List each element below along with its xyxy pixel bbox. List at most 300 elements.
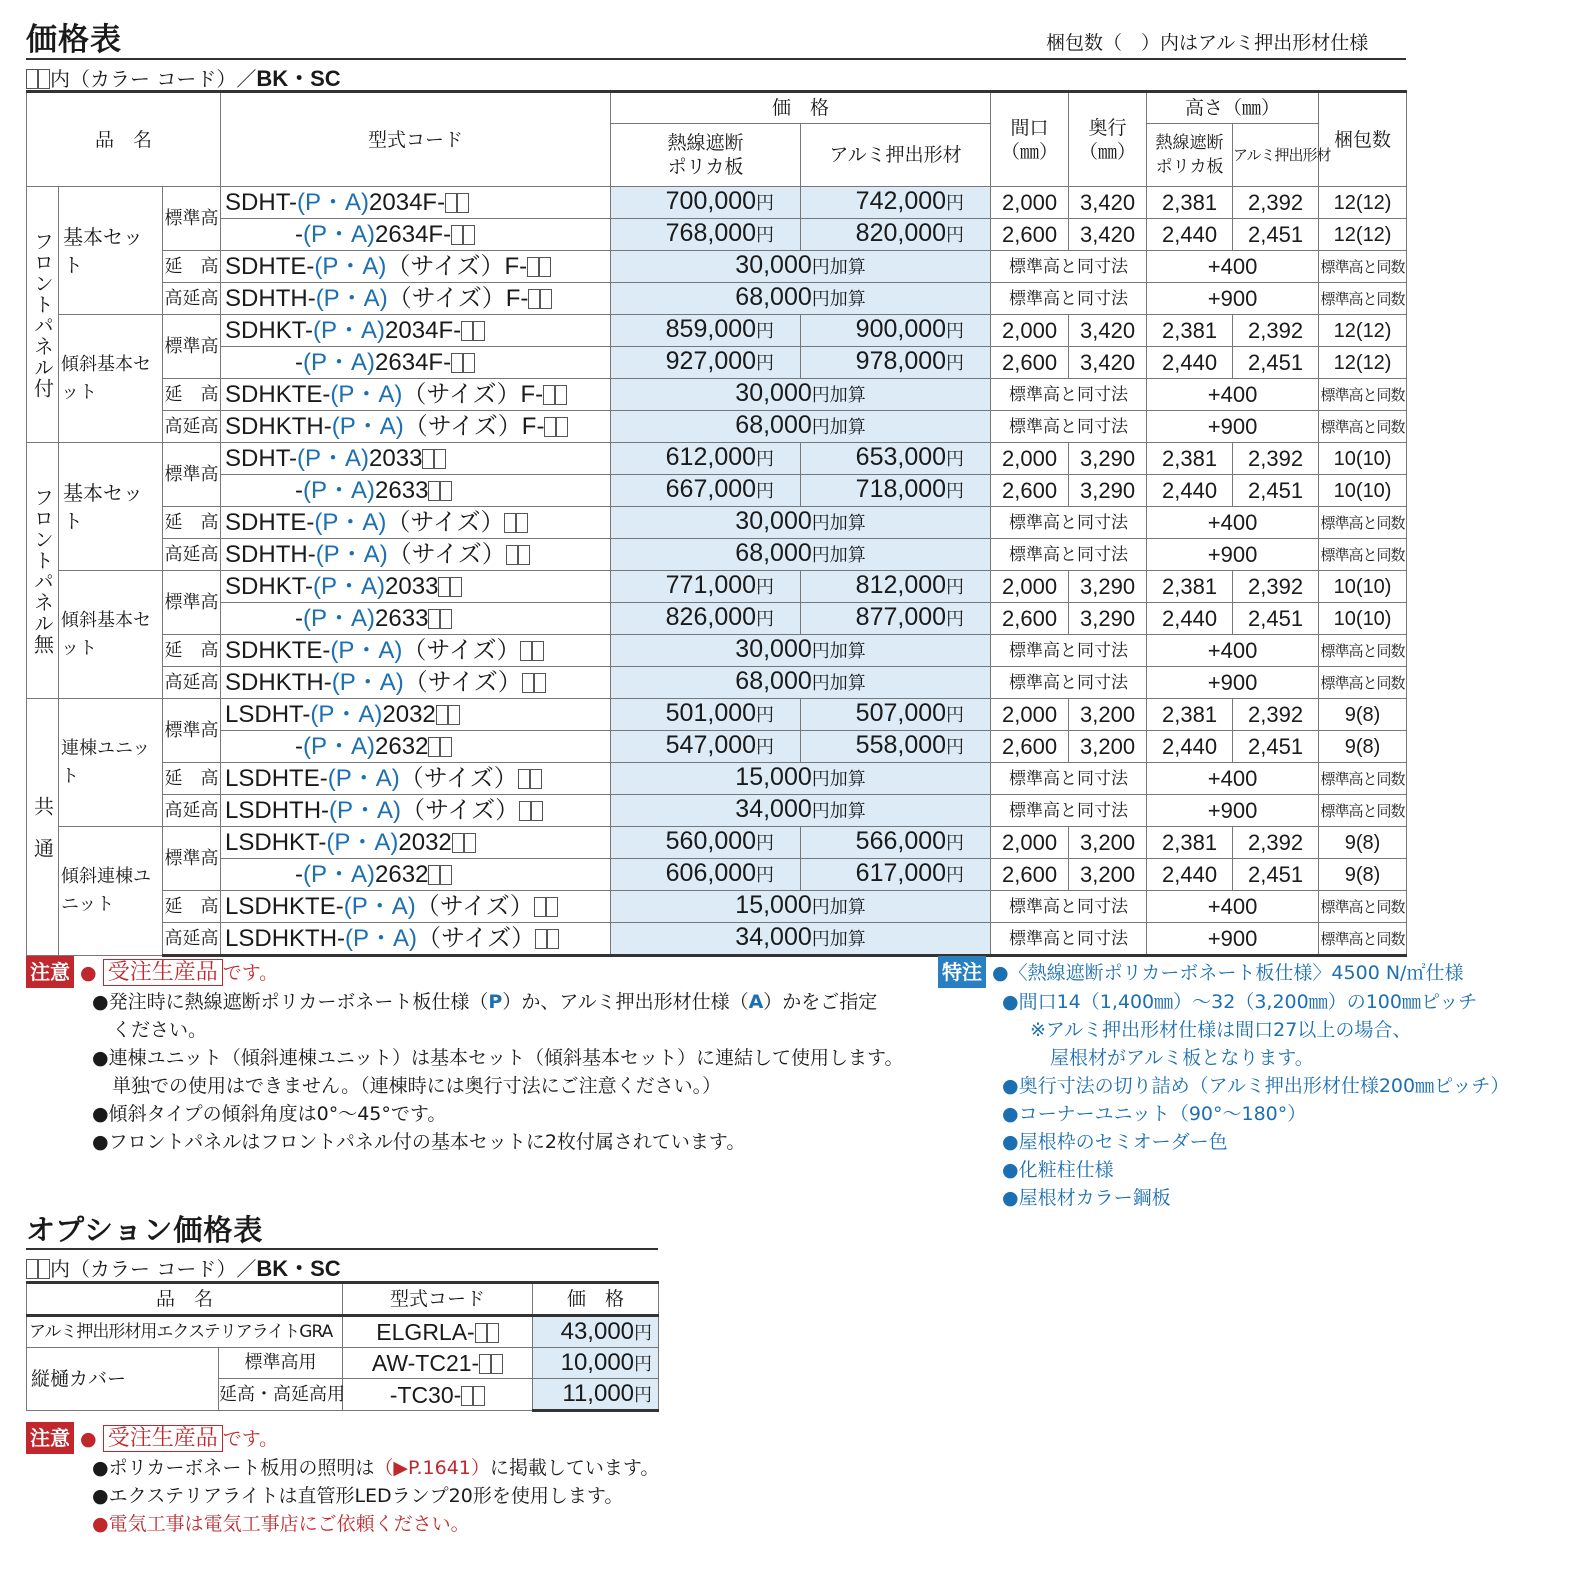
price-poly: 771,000円: [611, 571, 801, 603]
size-note: 標準高と同寸法: [991, 379, 1147, 411]
color-code-box-icon: [451, 353, 463, 373]
group-label: フロントパネル無: [27, 443, 59, 699]
model-code: LSDHKTE-(P・A)（サイズ）: [221, 891, 611, 923]
option-name: 縦樋カバー: [27, 1348, 219, 1411]
bullet-icon: ●: [80, 1428, 97, 1450]
col-height-poly: 熱線遮断 ポリカ板: [1147, 124, 1233, 187]
color-code-box-icon: [544, 417, 556, 437]
height-addition: +400: [1147, 507, 1319, 539]
special-item: ●屋根材カラー鋼板: [1002, 1187, 1171, 1209]
width-value: 2,000: [991, 315, 1069, 347]
width-value: 2,000: [991, 571, 1069, 603]
model-code: -(P・A)2634F-: [221, 219, 611, 251]
model-code: LSDHKT-(P・A)2032: [221, 827, 611, 859]
color-code-box-icon: [518, 545, 530, 565]
height-addition: +900: [1147, 283, 1319, 315]
price-poly: 927,000円: [611, 347, 801, 379]
col-height-alumi: アルミ押出形材: [1233, 124, 1319, 187]
height-type: 高延高: [163, 795, 221, 827]
model-code: -(P・A)2632: [221, 731, 611, 763]
width-value: 2,600: [991, 219, 1069, 251]
group-label: フロントパネル付: [27, 187, 59, 443]
packing-count: 標準高と同数: [1319, 635, 1407, 667]
note-line: ●ポリカーボネート板用の照明は（▶P.1641）に掲載しています。: [92, 1457, 660, 1479]
option-code: AW-TC21-: [343, 1348, 533, 1379]
model-code: SDHTE-(P・A)（サイズ）: [221, 507, 611, 539]
depth-value: 3,200: [1069, 859, 1147, 891]
note-line: ●発注時に熱線遮断ポリカーボネート板仕様（P）か、アルミ押出形材仕様（A）かをご指定: [92, 991, 878, 1013]
table-row: [27, 571, 1407, 603]
packing-count: 9(8): [1319, 731, 1407, 763]
color-code-box-icon: [440, 609, 452, 629]
packing-count: 標準高と同数: [1319, 379, 1407, 411]
table-row: [27, 667, 1407, 699]
price-addition: 34,000円加算: [611, 923, 991, 956]
color-code-box-icon: [516, 513, 528, 533]
price-poly: 700,000円: [611, 187, 801, 219]
height-alumi-value: 2,392: [1233, 187, 1319, 219]
price-addition: 68,000円加算: [611, 283, 991, 315]
color-code-box-icon: [445, 193, 457, 213]
color-code-box-icon: [434, 449, 446, 469]
packing-count: 標準高と同数: [1319, 795, 1407, 827]
col-packing: 梱包数: [1319, 92, 1407, 187]
packing-count: 標準高と同数: [1319, 923, 1407, 956]
color-code-box-icon: [539, 257, 551, 277]
note-line: ●連棟ユニット（傾斜連棟ユニット）は基本セット（傾斜基本セット）に連結して使用します。: [92, 1047, 904, 1069]
packing-count: 12(12): [1319, 315, 1407, 347]
note-line: ください。: [112, 1019, 208, 1041]
col-width: 間口 （㎜）: [991, 92, 1069, 187]
depth-value: 3,290: [1069, 603, 1147, 635]
height-type: 標準高: [163, 571, 221, 635]
color-code-box-icon: [528, 289, 540, 309]
size-note: 標準高と同寸法: [991, 667, 1147, 699]
size-note: 標準高と同寸法: [991, 539, 1147, 571]
color-code-box-icon: [504, 513, 516, 533]
title-rule: [26, 58, 1406, 60]
color-code-box-icon: [464, 833, 476, 853]
col-height: 高さ（㎜）: [1147, 92, 1319, 124]
packing-count: 9(8): [1319, 699, 1407, 731]
size-note: 標準高と同寸法: [991, 251, 1147, 283]
packing-count: 10(10): [1319, 475, 1407, 507]
color-code-box-icon: [450, 577, 462, 597]
col-depth: 奥行 （㎜）: [1069, 92, 1147, 187]
color-code-box-icon: [452, 833, 464, 853]
color-code-box-icon: [422, 449, 434, 469]
price-poly: 547,000円: [611, 731, 801, 763]
model-code: SDHTH-(P・A)（サイズ）: [221, 539, 611, 571]
note-badge: 注意: [26, 1422, 74, 1454]
color-code-box-icon: [556, 417, 568, 437]
height-alumi-value: 2,451: [1233, 603, 1319, 635]
width-value: 2,000: [991, 827, 1069, 859]
color-code-box-icon: [520, 641, 532, 661]
special-badge: 特注: [938, 956, 986, 988]
packing-count: 9(8): [1319, 827, 1407, 859]
option-price: 11,000円: [533, 1379, 659, 1411]
height-type: 高延高: [163, 667, 221, 699]
height-poly-value: 2,381: [1147, 571, 1233, 603]
height-type: 延 高: [163, 251, 221, 283]
depth-value: 3,200: [1069, 827, 1147, 859]
height-poly-value: 2,440: [1147, 475, 1233, 507]
height-type: 標準高: [163, 187, 221, 251]
model-code: SDHKT-(P・A)2034F-: [221, 315, 611, 347]
model-code: SDHT-(P・A)2034F-: [221, 187, 611, 219]
height-poly-value: 2,381: [1147, 827, 1233, 859]
table-row: [27, 443, 1407, 475]
option-price: 43,000円: [533, 1316, 659, 1348]
height-alumi-value: 2,392: [1233, 699, 1319, 731]
height-alumi-value: 2,451: [1233, 347, 1319, 379]
color-code-box-icon: [436, 705, 448, 725]
note-line: ●エクステリアライトは直管形LEDランプ20形を使用します。: [92, 1485, 624, 1507]
color-code-box-icon: [527, 257, 539, 277]
special-item: ●コーナーユニット（90°～180°）: [1002, 1103, 1307, 1125]
price-poly: 768,000円: [611, 219, 801, 251]
height-type: 延 高: [163, 635, 221, 667]
price-addition: 30,000円加算: [611, 507, 991, 539]
height-addition: +400: [1147, 763, 1319, 795]
width-value: 2,600: [991, 603, 1069, 635]
page-title: 価格表: [26, 22, 122, 58]
height-type: 高延高: [163, 411, 221, 443]
price-alumi: 718,000円: [801, 475, 991, 507]
width-value: 2,600: [991, 347, 1069, 379]
size-note: 標準高と同寸法: [991, 763, 1147, 795]
height-addition: +400: [1147, 891, 1319, 923]
depth-value: 3,200: [1069, 699, 1147, 731]
table-row: [27, 603, 1407, 635]
model-code: -(P・A)2632: [221, 859, 611, 891]
width-value: 2,600: [991, 475, 1069, 507]
color-code-box-icon: [463, 353, 475, 373]
height-addition: +900: [1147, 539, 1319, 571]
price-addition: 68,000円加算: [611, 539, 991, 571]
height-poly-value: 2,381: [1147, 187, 1233, 219]
model-code: SDHKT-(P・A)2033: [221, 571, 611, 603]
model-code: SDHKTE-(P・A)（サイズ）: [221, 635, 611, 667]
height-addition: +900: [1147, 411, 1319, 443]
table-row: [27, 475, 1407, 507]
option-color-code-legend: 内（カラー コード）／BK・SC: [26, 1252, 341, 1283]
price-alumi: 742,000円: [801, 187, 991, 219]
color-code-box-icon: [534, 897, 546, 917]
packing-count: 標準高と同数: [1319, 283, 1407, 315]
model-code: LSDHTE-(P・A)（サイズ）: [221, 763, 611, 795]
special-item: ※アルミ押出形材仕様は間口27以上の場合、: [1030, 1019, 1412, 1041]
color-code-box-icon: [26, 69, 38, 89]
special-item: 屋根材がアルミ板となります。: [1050, 1047, 1314, 1069]
height-alumi-value: 2,392: [1233, 827, 1319, 859]
price-alumi: 566,000円: [801, 827, 991, 859]
table-row: [27, 635, 1407, 667]
color-code-box-icon: [26, 1259, 38, 1279]
color-codes: BK・SC: [256, 66, 341, 91]
option-sub: 標準高用: [219, 1348, 343, 1379]
option-col-price: 価 格: [533, 1283, 659, 1316]
color-code-box-icon: [428, 737, 440, 757]
color-code-legend: [26, 62, 341, 93]
color-code-box-icon: [555, 385, 567, 405]
color-code-box-icon: [440, 865, 452, 885]
made-to-order-suffix: です。: [222, 1428, 279, 1450]
subgroup-label: 傾斜基本セット: [59, 315, 163, 443]
price-alumi: 877,000円: [801, 603, 991, 635]
size-note: 標準高と同寸法: [991, 507, 1147, 539]
table-row: [27, 827, 1407, 859]
height-poly-value: 2,440: [1147, 731, 1233, 763]
height-addition: +400: [1147, 379, 1319, 411]
height-addition: +900: [1147, 795, 1319, 827]
height-poly-value: 2,440: [1147, 219, 1233, 251]
note-line: ●傾斜タイプの傾斜角度は0°～45°です。: [92, 1103, 447, 1125]
col-price-poly: 熱線遮断 ポリカ板: [611, 124, 801, 187]
option-notes-section: [26, 1422, 786, 1538]
height-poly-value: 2,381: [1147, 699, 1233, 731]
height-poly-value: 2,381: [1147, 315, 1233, 347]
table-row: [27, 731, 1407, 763]
color-code-box-icon: [428, 481, 440, 501]
packing-count: 標準高と同数: [1319, 891, 1407, 923]
page-reference-link[interactable]: （▶P.1641）: [374, 1457, 490, 1479]
price-addition: 30,000円加算: [611, 251, 991, 283]
special-item: ●奥行寸法の切り詰め（アルミ押出形材仕様200㎜ピッチ）: [1002, 1075, 1510, 1097]
table-row: [27, 347, 1407, 379]
model-code: LSDHKTH-(P・A)（サイズ）: [221, 923, 611, 956]
size-note: 標準高と同寸法: [991, 891, 1147, 923]
color-code-box-icon: [440, 481, 452, 501]
height-type: 高延高: [163, 923, 221, 956]
depth-value: 3,420: [1069, 187, 1147, 219]
packing-count: 10(10): [1319, 603, 1407, 635]
table-row: [27, 251, 1407, 283]
packing-count: 10(10): [1319, 571, 1407, 603]
size-note: 標準高と同寸法: [991, 795, 1147, 827]
height-addition: +900: [1147, 667, 1319, 699]
width-value: 2,000: [991, 699, 1069, 731]
table-row: [27, 763, 1407, 795]
depth-value: 3,290: [1069, 571, 1147, 603]
color-code-box-icon: [547, 929, 559, 949]
packing-count: 12(12): [1319, 219, 1407, 251]
price-alumi: 978,000円: [801, 347, 991, 379]
height-addition: +900: [1147, 923, 1319, 956]
depth-value: 3,420: [1069, 347, 1147, 379]
size-note: 標準高と同寸法: [991, 923, 1147, 956]
note-line: ●フロントパネルはフロントパネル付の基本セットに2枚付属されています。: [92, 1131, 746, 1153]
width-value: 2,600: [991, 731, 1069, 763]
option-name: アルミ押出形材用エクステリアライトGRA: [27, 1316, 343, 1348]
height-alumi-value: 2,451: [1233, 475, 1319, 507]
color-code-box-icon: [546, 897, 558, 917]
height-type: 標準高: [163, 315, 221, 379]
price-poly: 859,000円: [611, 315, 801, 347]
color-code-box-icon: [540, 289, 552, 309]
height-addition: +400: [1147, 251, 1319, 283]
bullet-icon: ●: [80, 962, 97, 984]
color-code-box-icon: [38, 69, 50, 89]
packing-count: 12(12): [1319, 347, 1407, 379]
model-code: -(P・A)2634F-: [221, 347, 611, 379]
price-addition: 30,000円加算: [611, 635, 991, 667]
color-code-prefix: 内（カラー コード）／: [50, 67, 257, 91]
price-addition: 15,000円加算: [611, 763, 991, 795]
model-code: -(P・A)2633: [221, 603, 611, 635]
price-addition: 68,000円加算: [611, 411, 991, 443]
table-row: [27, 315, 1407, 347]
table-row: [27, 187, 1407, 219]
table-row: [27, 411, 1407, 443]
special-item: ●間口14（1,400㎜）～32（3,200㎜）の100㎜ピッチ: [1002, 991, 1478, 1013]
made-to-order-label: 受注生産品: [103, 959, 223, 986]
price-alumi: 820,000円: [801, 219, 991, 251]
depth-value: 3,420: [1069, 315, 1147, 347]
color-code-box-icon: [518, 769, 530, 789]
table-row: [27, 891, 1407, 923]
price-alumi: 653,000円: [801, 443, 991, 475]
color-code-box-icon: [461, 321, 473, 341]
col-price-alumi: アルミ押出形材: [801, 124, 991, 187]
table-row: [27, 1316, 659, 1348]
special-item: ●屋根枠のセミオーダー色: [1002, 1131, 1228, 1153]
option-title-rule: [26, 1248, 658, 1250]
option-col-name: 品 名: [27, 1283, 343, 1316]
packing-count: 標準高と同数: [1319, 763, 1407, 795]
special-item: ●〈熱線遮断ポリカーボネート板仕様〉4500 N/㎡仕様: [992, 962, 1464, 984]
width-value: 2,000: [991, 443, 1069, 475]
height-type: 延 高: [163, 763, 221, 795]
col-product-name: 品 名: [27, 92, 221, 187]
table-row: [27, 1348, 659, 1379]
price-poly: 560,000円: [611, 827, 801, 859]
table-row: [27, 699, 1407, 731]
size-note: 標準高と同寸法: [991, 411, 1147, 443]
color-code-box-icon: [506, 545, 518, 565]
model-code: SDHTH-(P・A)（サイズ）F-: [221, 283, 611, 315]
color-code-box-icon: [438, 577, 450, 597]
height-type: 標準高: [163, 443, 221, 507]
height-poly-value: 2,440: [1147, 859, 1233, 891]
table-row: [27, 539, 1407, 571]
packing-count: 9(8): [1319, 859, 1407, 891]
color-code-box-icon: [473, 321, 485, 341]
table-row: [27, 859, 1407, 891]
packing-note: 梱包数（ ）内はアルミ押出形材仕様: [1046, 32, 1369, 54]
height-type: 高延高: [163, 283, 221, 315]
model-code: LSDHT-(P・A)2032: [221, 699, 611, 731]
special-item: ●化粧柱仕様: [1002, 1159, 1114, 1181]
col-price: 価 格: [611, 92, 991, 124]
price-poly: 612,000円: [611, 443, 801, 475]
price-alumi: 812,000円: [801, 571, 991, 603]
price-addition: 15,000円加算: [611, 891, 991, 923]
color-code-box-icon: [457, 193, 469, 213]
height-alumi-value: 2,451: [1233, 219, 1319, 251]
note-line: ●電気工事は電気工事店にご依頼ください。: [92, 1513, 470, 1535]
table-row: [27, 795, 1407, 827]
packing-count: 標準高と同数: [1319, 251, 1407, 283]
table-row: [27, 507, 1407, 539]
price-addition: 30,000円加算: [611, 379, 991, 411]
option-price: 10,000円: [533, 1348, 659, 1379]
subgroup-label: 基本セット: [59, 443, 163, 571]
height-type: 延 高: [163, 379, 221, 411]
depth-value: 3,290: [1069, 475, 1147, 507]
option-table: [26, 1281, 659, 1412]
color-code-box-icon: [451, 225, 463, 245]
color-code-box-icon: [519, 801, 531, 821]
price-alumi: 900,000円: [801, 315, 991, 347]
model-code: SDHKTE-(P・A)（サイズ）F-: [221, 379, 611, 411]
width-value: 2,000: [991, 187, 1069, 219]
color-code-box-icon: [38, 1259, 50, 1279]
packing-count: 10(10): [1319, 443, 1407, 475]
note-line: 単独での使用はできません。（連棟時には奥行寸法にご注意ください。）: [112, 1075, 722, 1097]
model-code: SDHT-(P・A)2033: [221, 443, 611, 475]
depth-value: 3,420: [1069, 219, 1147, 251]
group-label: 共 通: [27, 699, 59, 956]
height-poly-value: 2,440: [1147, 347, 1233, 379]
height-type: 延 高: [163, 891, 221, 923]
color-code-box-icon: [534, 673, 546, 693]
made-to-order-label: 受注生産品: [103, 1425, 223, 1452]
option-title: オプション価格表: [26, 1213, 264, 1247]
color-code-box-icon: [531, 801, 543, 821]
packing-count: 標準高と同数: [1319, 539, 1407, 571]
packing-count: 標準高と同数: [1319, 411, 1407, 443]
height-alumi-value: 2,392: [1233, 571, 1319, 603]
color-code-box-icon: [428, 865, 440, 885]
model-code: SDHKTH-(P・A)（サイズ）: [221, 667, 611, 699]
notes-section: [26, 956, 946, 1156]
price-alumi: 507,000円: [801, 699, 991, 731]
price-alumi: 617,000円: [801, 859, 991, 891]
color-code-box-icon: [448, 705, 460, 725]
subgroup-label: 基本セット: [59, 187, 163, 315]
width-value: 2,600: [991, 859, 1069, 891]
color-code-box-icon: [535, 929, 547, 949]
price-addition: 68,000円加算: [611, 667, 991, 699]
table-row: [27, 219, 1407, 251]
height-poly-value: 2,381: [1147, 443, 1233, 475]
height-alumi-value: 2,451: [1233, 731, 1319, 763]
height-addition: +400: [1147, 635, 1319, 667]
height-type: 標準高: [163, 827, 221, 891]
color-code-box-icon: [463, 225, 475, 245]
height-type: 標準高: [163, 699, 221, 763]
packing-count: 12(12): [1319, 187, 1407, 219]
model-code: SDHTE-(P・A)（サイズ）F-: [221, 251, 611, 283]
special-order-section: [938, 956, 1578, 1212]
price-table: [26, 90, 1407, 957]
option-code: -TC30-: [343, 1379, 533, 1411]
model-code: -(P・A)2633: [221, 475, 611, 507]
table-row: [27, 379, 1407, 411]
color-code-box-icon: [428, 609, 440, 629]
height-alumi-value: 2,451: [1233, 859, 1319, 891]
color-code-box-icon: [530, 769, 542, 789]
height-poly-value: 2,440: [1147, 603, 1233, 635]
price-poly: 667,000円: [611, 475, 801, 507]
price-poly: 606,000円: [611, 859, 801, 891]
color-code-box-icon: [522, 673, 534, 693]
packing-count: 標準高と同数: [1319, 667, 1407, 699]
subgroup-label: 傾斜基本セット: [59, 571, 163, 699]
depth-value: 3,290: [1069, 443, 1147, 475]
